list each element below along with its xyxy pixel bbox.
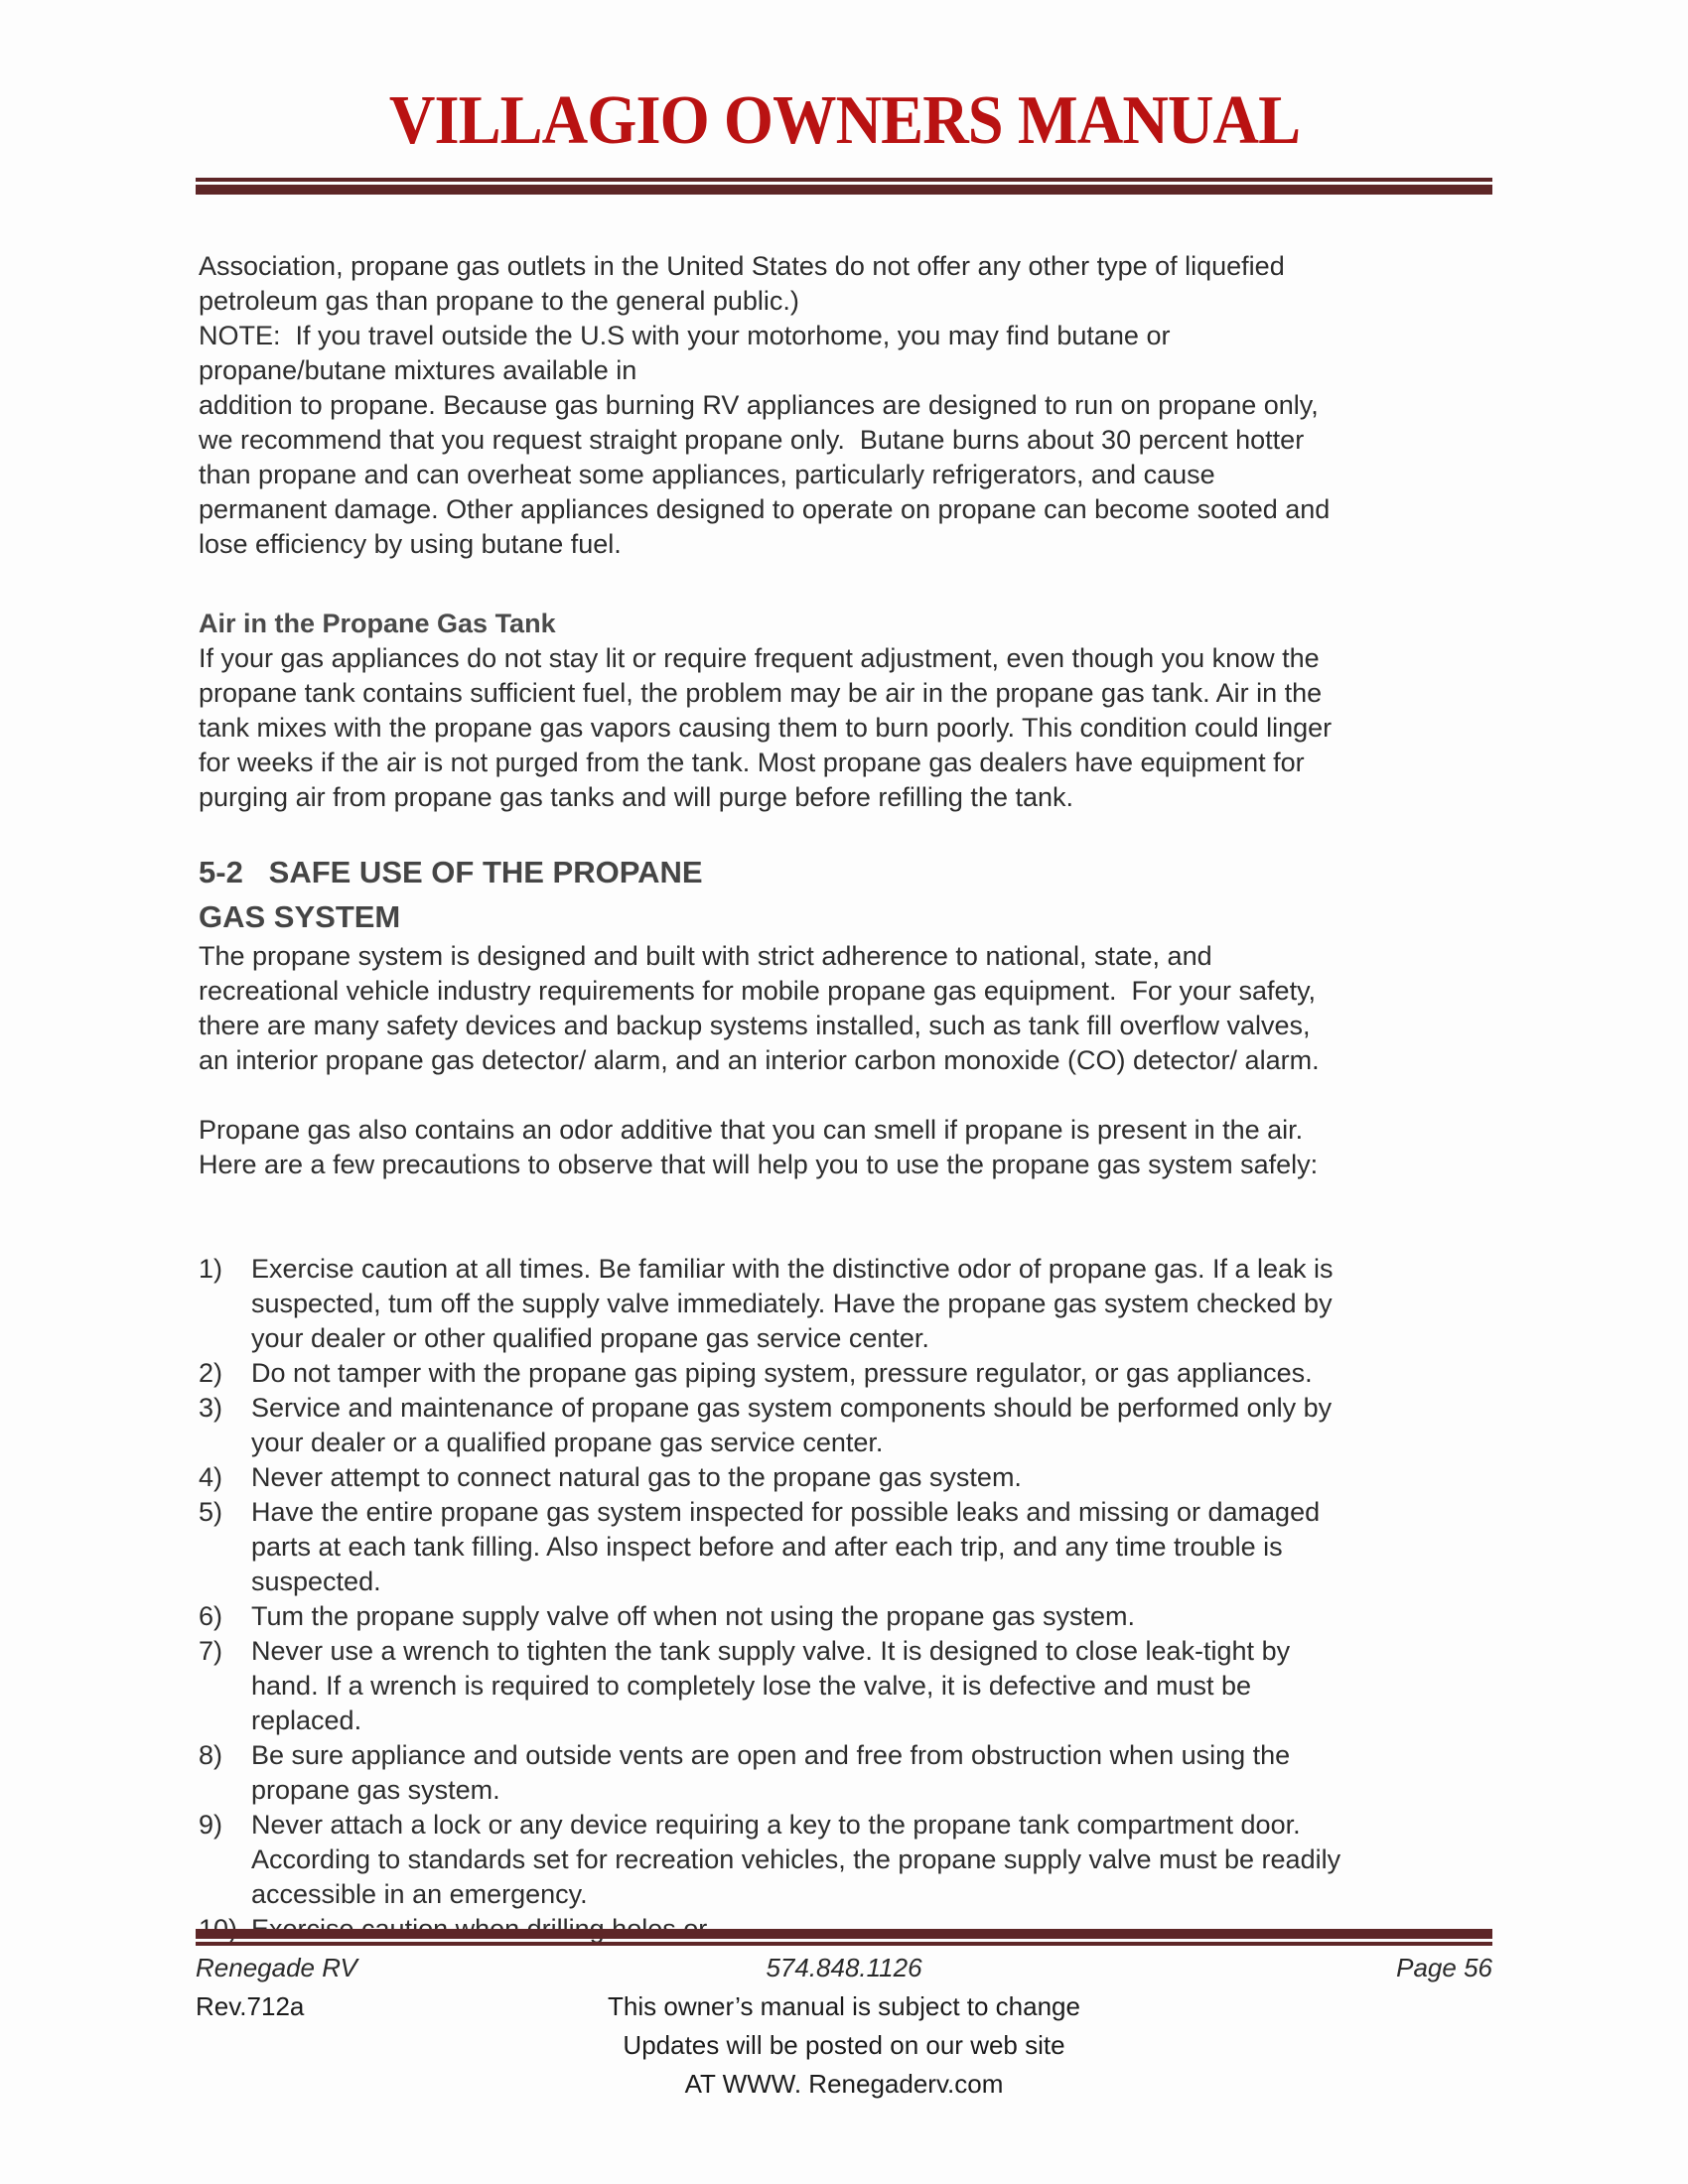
list-item-text: Tum the propane supply valve off when not using the propane gas system. [251,1601,1136,1631]
list-item-number: 1) [199,1254,223,1284]
paragraph-air-in-tank: If your gas appliances do not stay lit or require frequent adjustment, even though you know the propane tank contains sufficient fuel, the problem may be air in the propane gas tank. Air in the tank mixes with the propane gas vapors causing them to burn poorly. This condition could linger for weeks if the air is not purged from the tank. Most propane gas dealers have equipment for purging air from propane gas tanks and will purge before refilling the tank. [199,643,1333,812]
list-item-text: Never attach a lock or any device requiring a key to the propane tank compartment door. According to standards set for recreation vehicles, the propane supply valve must be readily accessible in an emergency. [251,1810,1341,1909]
list-item-number: 6) [199,1601,223,1631]
footer-rule-thin-line [196,1942,1492,1946]
list-item [199,1738,1489,1808]
list-item [199,1356,1489,1391]
footer-row-2 [196,1987,1492,2026]
list-item [199,1252,1489,1356]
header-rule-thick-line [196,185,1492,195]
document-body [199,249,1489,1947]
list-item [199,1634,1489,1738]
footer-divider-rule [196,1929,1492,1946]
footer-phone: 574.848.1126 [766,1953,922,1982]
precautions-list [199,1252,1489,1947]
list-item-text: Do not tamper with the propane gas piping system, pressure regulator, or gas appliances. [251,1358,1313,1388]
footer-row-4 [196,2065,1492,2104]
list-item [199,1495,1489,1599]
list-item-number: 9) [199,1810,223,1840]
list-item-number: 8) [199,1740,223,1770]
paragraph-odor-additive: Propane gas also contains an odor additive that you can smell if propane is present in the air. Here are a few precautions to observe that will help you to use the propane gas system safely: [199,1115,1319,1179]
footer-rule-thick-line [196,1929,1492,1939]
list-item-text: Be sure appliance and outside vents are open and free from obstruction when using the propane gas system. [251,1740,1291,1805]
footer-note-line-1: This owner’s manual is subject to change [608,1991,1080,2021]
list-item-text: Exercise caution at all times. Be familiar with the distinctive odor of propane gas. If a leak is suspected, tum off the supply valve immediately. Have the propane gas system checked by your dealer or other qualified propane gas service center. [251,1254,1334,1353]
list-item [199,1391,1489,1460]
list-item-number: 5) [199,1497,223,1527]
list-item [199,1599,1489,1634]
page-title: VILLAGIO OWNERS MANUAL [388,82,1300,159]
footer-company: Renegade RV [196,1953,357,1982]
list-item-number: 2) [199,1358,223,1388]
footer-website: AT WWW. Renegaderv.com [684,2069,1004,2099]
list-item-number: 7) [199,1636,223,1666]
list-item [199,1460,1489,1495]
list-item-number: 3) [199,1393,223,1423]
footer-row-1 [196,1949,1492,1987]
heading-section-5-2: 5-2 SAFE USE OF THE PROPANE GAS SYSTEM [199,855,703,934]
footer-page-number: Page 56 [1396,1953,1492,1982]
page-footer [196,1949,1492,2104]
page-header [0,0,1688,157]
paragraph-intro: Association, propane gas outlets in the United States do not offer any other type of liquefied petroleum gas than propane to the general public.) NOTE: If you travel outside the U.S with your motorhome, you may find butane or propane/butane mixtures available in addition to propane. Because gas burning RV appliances are designed to run on propane only, we recommend that you request straight propane only. Butane burns about 30 percent hotter than propane and can overheat some appliances, particularly refrigerators, and cause permanent damage. Other appliances designed to operate on propane can become sooted and lose efficiency by using butane fuel. [199,251,1331,559]
paragraph-propane-system: The propane system is designed and built with strict adherence to national, state, and recreational vehicle industry requirements for mobile propane gas equipment. For your safety, there are many safety devices and backup systems installed, such as tank fill overflow valves, an interior propane gas detector/ alarm, and an interior carbon monoxide (CO) detector/ alarm. [199,941,1320,1075]
list-item [199,1808,1489,1912]
list-item-text: Never attempt to connect natural gas to the propane gas system. [251,1462,1022,1492]
list-item-text: Service and maintenance of propane gas system components should be performed only by your dealer or a qualified propane gas service center. [251,1393,1333,1457]
footer-revision: Rev.712a [196,1991,305,2021]
list-item-text: Have the entire propane gas system inspected for possible leaks and missing or damaged parts at each tank filling. Also inspect before and after each trip, and any time trouble is suspected. [251,1497,1321,1596]
list-item-number: 4) [199,1462,223,1492]
heading-air-in-propane-tank: Air in the Propane Gas Tank [199,609,556,638]
header-divider-rule [196,178,1492,195]
footer-note-line-2: Updates will be posted on our web site [623,2030,1065,2060]
list-item-text: Never use a wrench to tighten the tank supply valve. It is designed to close leak-tight by hand. If a wrench is required to completely lose the valve, it is defective and must be replaced. [251,1636,1291,1735]
footer-row-3 [196,2026,1492,2065]
